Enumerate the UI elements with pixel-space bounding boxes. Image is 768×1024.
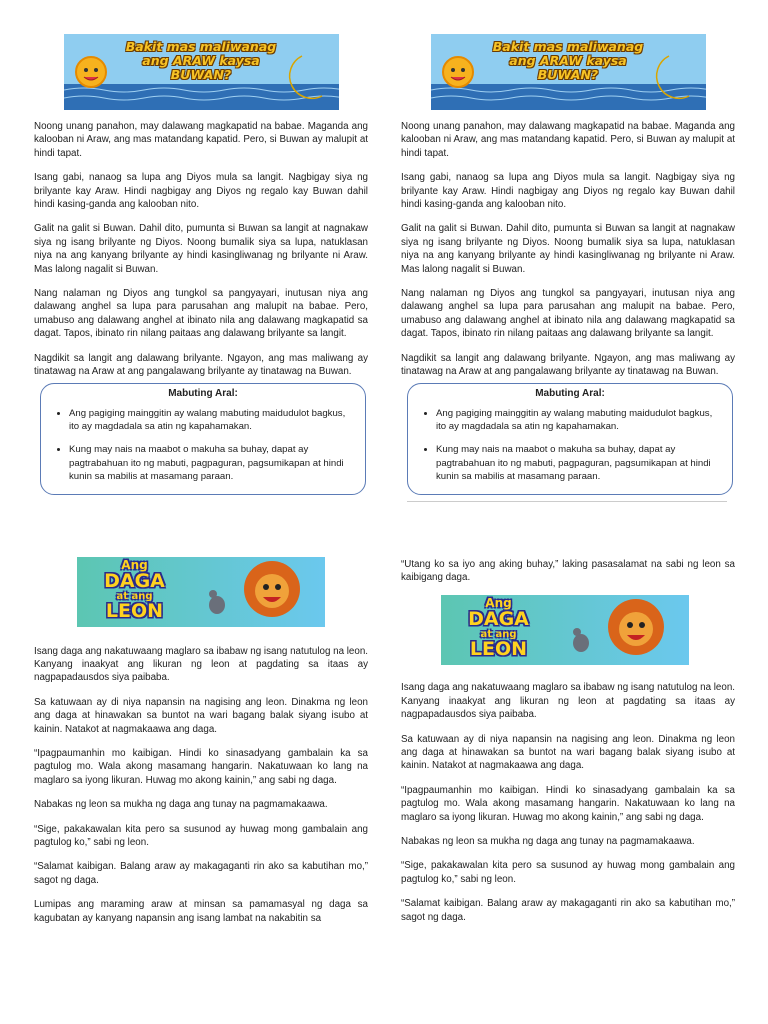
leon-paragraph: “Salamat kaibigan. Balang araw ay makagaganti rin ako sa kabutihan mo,” sagot ng daga. <box>401 898 735 923</box>
aral-item: • Ang pagiging mainggitin ay walang mabuting maidudulot bagkus, ito ay magdadala sa atin ng kapahamakan. <box>69 407 351 434</box>
araw-paragraph: Noong unang panahon, may dalawang magkapatid na babae. Maganda ang kalooban ni Araw, ang mas matandang kapatid. Pero, si Buwan ay malupit at hindi tapat. <box>34 121 368 159</box>
leon-paragraph: “Utang ko sa iyo ang aking buhay,” laking pasasalamat na sabi ng leon sa kaibigang daga. <box>401 558 735 583</box>
leon-paragraph: “Sige, pakakawalan kita pero sa susunod ay huwag mong gambalain ang pagtulog ko,” sabi ng leon. <box>401 860 735 885</box>
leon-banner-title: Ang DAGA at ang LEON <box>468 596 529 661</box>
leon-paragraph: Nabakas ng leon sa mukha ng daga ang tunay na pagmamakaawa. <box>34 799 328 811</box>
leon-paragraph: Sa katuwaan ay di niya napansin na nagising ang leon. Dinakma ng leon ang daga at hinawakan sa buntot na wari bagang balak siyang isubo at kainin. Natakot at nagmakaawa ang daga. <box>34 696 368 735</box>
leon-paragraph: Lumipas ang maraming araw at minsan sa pamamasyal ng daga sa kagubatan ay kanyang napansin ang isang lambat na nakabitin sa <box>34 899 368 924</box>
araw-paragraph: Nang nalaman ng Diyos ang tungkol sa pangyayari, inutusan niya ang dalawang anghel sa lupa para parusahan ang malupit na babae. Pero, umabuso ang dalawang anghel at ibinato nila ang dalawang magkapatid sa dagat. Tapos, ibinato rin nilang paitaas ang dalawang brilyante sa langit. <box>34 288 368 340</box>
aral-title: Mabuting Aral: <box>535 387 605 399</box>
araw-banner-title: Bakit mas maliwanag ang ARAW kaysa BUWAN? <box>125 39 277 82</box>
leon-paragraph: “Sige, pakakawalan kita pero sa susunod ay huwag mong gambalain ang pagtulog ko,” sabi ng leon. <box>34 823 368 848</box>
araw-paragraph: Nagdikit sa langit ang dalawang brilyante. Ngayon, ang mas maliwang ay tinatawag na Araw at ang pangalawang brilyante ay tinatawag na Buwan. <box>401 352 735 378</box>
leon-paragraph: Isang daga ang nakatuwaang maglaro sa ibabaw ng isang natutulog na leon. Kanyang inaakyat ang likuran ng leon at pagdating sa itaas ay nagpapadausdos siya paibaba. <box>34 645 368 684</box>
araw-banner <box>431 34 706 110</box>
lion-icon <box>244 561 300 617</box>
araw-paragraph: Galit na galit si Buwan. Dahil dito, pumunta si Buwan sa langit at nagnakaw siya ng isang brilyante ng Diyos. Noong bumalik siya sa lupa, natuklasan niya na ang kanyang brilyante ay hindi kasingliwanag ng brilyante ni Araw. Mas lalong nagalit si Buwan. <box>34 223 368 275</box>
mabuting-aral-box <box>407 383 733 495</box>
lion-icon <box>608 599 664 655</box>
araw-banner <box>64 34 339 110</box>
mabuting-aral-box <box>40 383 366 495</box>
aral-item: • Ang pagiging mainggitin ay walang mabuting maidudulot bagkus, ito ay magdadala sa atin ng kapahamakan. <box>436 407 718 434</box>
right-column <box>401 0 735 935</box>
aral-item: • Kung may nais na maabot o makuha sa buhay, dapat ay pagtrabahuan ito ng mabuti, pagpaguran, pagsumikapan at hindi kunin sa mabilis at masamang paraan. <box>69 443 351 483</box>
aral-item: • Kung may nais na maabot o makuha sa buhay, dapat ay pagtrabahuan ito ng mabuti, pagpaguran, pagsumikapan at hindi kunin sa mabilis at masamang paraan. <box>436 443 718 483</box>
leon-banner <box>441 595 689 665</box>
leon-banner-title: Ang DAGA at ang LEON <box>104 557 165 622</box>
araw-paragraph: Noong unang panahon, may dalawang magkapatid na babae. Maganda ang kalooban ni Araw, ang mas matandang kapatid. Pero, si Buwan ay malupit at hindi tapat. <box>401 121 735 159</box>
left-column <box>34 0 368 936</box>
leon-paragraph: “Salamat kaibigan. Balang araw ay makagaganti rin ako sa kabutihan mo,” sagot ng daga. <box>34 861 368 886</box>
leon-paragraph: “Ipagpaumanhin mo kaibigan. Hindi ko sinasadyang gambalain ka sa pagtulog mo. Wala akong masamang hangarin. Nakatuwaan ko lang na maglaro sa iyong likuran. Huwag mo akong kainin,” ang sabi ng daga. <box>34 747 368 786</box>
leon-paragraph: “Ipagpaumanhin mo kaibigan. Hindi ko sinasadyang gambalain ka sa pagtulog mo. Wala akong masamang hangarin. Nakatuwaan ko lang na maglaro sa iyong likuran. Huwag mo akong kainin,” ang sabi ng daga. <box>401 784 735 823</box>
leon-paragraph: Nabakas ng leon sa mukha ng daga ang tunay na pagmamakaawa. <box>401 836 695 847</box>
araw-paragraph: Nagdikit sa langit ang dalawang brilyante. Ngayon, ang mas maliwang ay tinatawag na Araw at ang pangalawang brilyante ay tinatawag na Buwan. <box>34 352 368 378</box>
araw-paragraph: Galit na galit si Buwan. Dahil dito, pumunta si Buwan sa langit at nagnakaw siya ng isang brilyante ng Diyos. Noong bumalik siya sa lupa, natuklasan niya na ang kanyang brilyante ay hindi kasingliwanag ng brilyante ni Araw. Mas lalong nagalit si Buwan. <box>401 223 735 275</box>
araw-banner-title: Bakit mas maliwanag ang ARAW kaysa BUWAN? <box>492 39 644 82</box>
araw-paragraph: Isang gabi, nanaog sa lupa ang Diyos mula sa langit. Nagbigay siya ng brilyante kay Araw. Hindi nagbigay ang Diyos ng regalo kay Buwan dahil hindi kasing-ganda ang kalooban nito. <box>401 172 735 211</box>
leon-banner <box>77 557 325 627</box>
araw-paragraph: Isang gabi, nanaog sa lupa ang Diyos mula sa langit. Nagbigay siya ng brilyante kay Araw. Hindi nagbigay ang Diyos ng regalo kay Buwan dahil hindi kasing-ganda ang kalooban nito. <box>34 172 368 211</box>
aral-title: Mabuting Aral: <box>168 387 238 399</box>
leon-paragraph: Isang daga ang nakatuwaang maglaro sa ibabaw ng isang natutulog na leon. Kanyang inaakyat ang likuran ng leon at pagdating sa itaas ay nagpapadausdos siya paibaba. <box>401 682 735 721</box>
araw-paragraph: Nang nalaman ng Diyos ang tungkol sa pangyayari, inutusan niya ang dalawang anghel sa lupa para parusahan ang malupit na babae. Pero, umabuso ang dalawang anghel at ibinato nila ang dalawang magkapatid sa dagat. Tapos, ibinato rin nilang paitaas ang dalawang brilyante sa langit. <box>401 288 735 340</box>
leon-paragraph: Sa katuwaan ay di niya napansin na nagising ang leon. Dinakma ng leon ang daga at hinawakan sa buntot na wari bagang balak siyang isubo at kainin. Natakot at nagmakaawa ang daga. <box>401 733 735 772</box>
